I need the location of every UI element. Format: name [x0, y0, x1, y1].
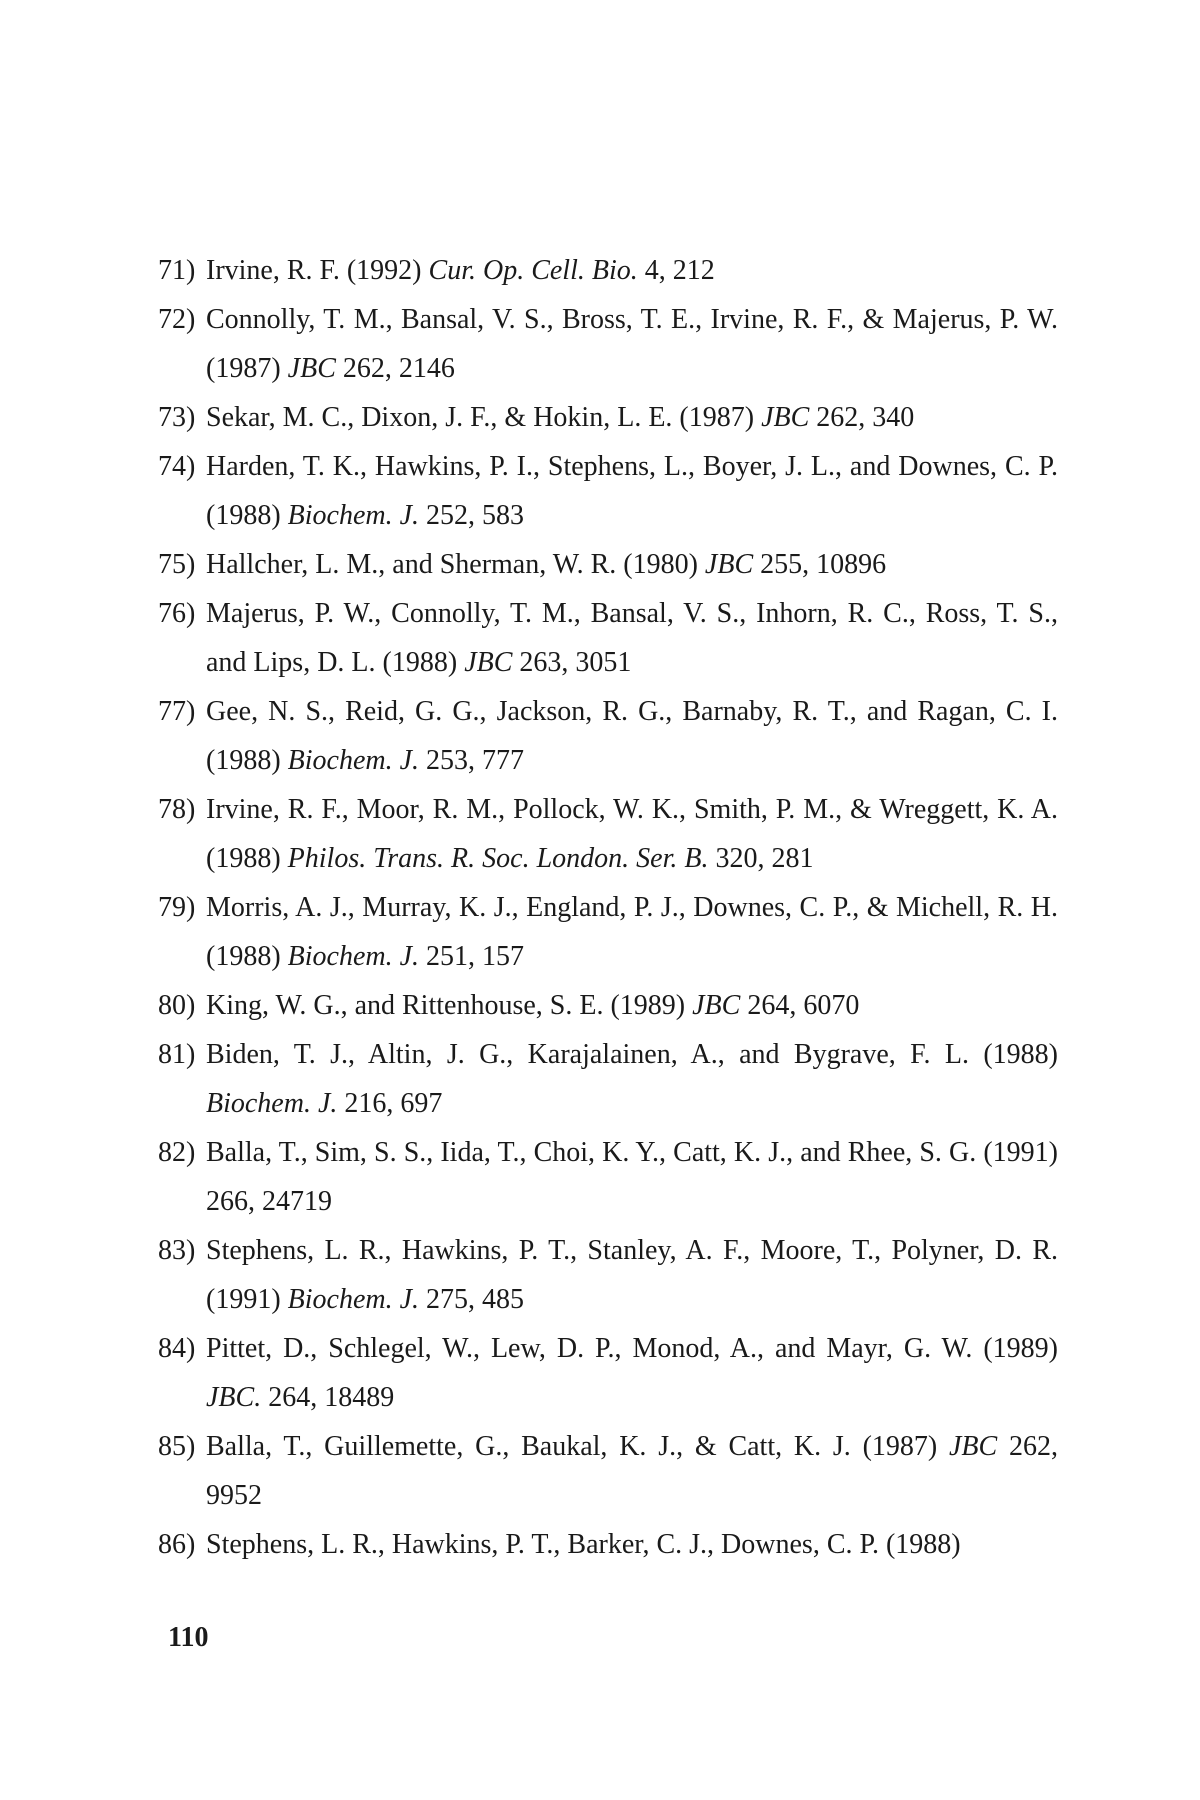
reference-number: 81): [158, 1039, 196, 1070]
reference-number: 72): [158, 304, 196, 335]
reference-authors: Gee, N. S., Reid, G. G., Jackson, R. G., Barnaby, R. T., and Ragan, C. I. (1988): [206, 696, 1058, 776]
reference-entry: [158, 1030, 1058, 1128]
reference-volume-pages: 252, 583: [419, 500, 525, 531]
reference-number: 74): [158, 451, 196, 482]
reference-entry: [158, 393, 1058, 442]
reference-authors: Harden, T. K., Hawkins, P. I., Stephens, L., Boyer, J. L., and Downes, C. P. (1988): [206, 451, 1058, 531]
reference-number: 75): [158, 549, 196, 580]
reference-journal: JBC: [464, 647, 513, 678]
reference-entry: [158, 687, 1058, 785]
reference-journal: Biochem. J.: [287, 745, 420, 776]
reference-entry: [158, 1324, 1058, 1422]
reference-entry: [158, 246, 1058, 295]
reference-volume-pages: 262, 2146: [335, 353, 455, 384]
reference-volume-pages: 275, 485: [419, 1284, 525, 1315]
reference-volume-pages: 255, 10896: [753, 549, 887, 580]
reference-number: 86): [158, 1529, 196, 1560]
reference-entry: [158, 1128, 1058, 1226]
reference-journal: Biochem. J.: [287, 941, 420, 972]
reference-number: 84): [158, 1333, 196, 1364]
reference-journal: JBC: [949, 1431, 998, 1462]
reference-authors: Biden, T. J., Altin, J. G., Karajalainen, A., and Bygrave, F. L. (1988): [206, 1039, 1058, 1070]
reference-journal: Cur. Op. Cell. Bio.: [428, 255, 638, 286]
reference-authors: Balla, T., Guillemette, G., Baukal, K. J., & Catt, K. J. (1987): [206, 1431, 949, 1462]
reference-entry: [158, 883, 1058, 981]
reference-entry: [158, 1226, 1058, 1324]
reference-number: 71): [158, 255, 196, 286]
reference-number: 76): [158, 598, 196, 629]
reference-number: 79): [158, 892, 196, 923]
reference-volume-pages: 320, 281: [708, 843, 814, 874]
reference-authors: Stephens, L. R., Hawkins, P. T., Stanley, A. F., Moore, T., Polyner, D. R. (1991): [206, 1235, 1058, 1315]
reference-authors: King, W. G., and Rittenhouse, S. E. (1989): [206, 990, 693, 1021]
reference-entry: [158, 785, 1058, 883]
reference-journal: JBC: [287, 353, 336, 384]
reference-volume-pages: 264, 18489: [261, 1382, 395, 1413]
reference-entry: [158, 1520, 1058, 1569]
reference-journal: JBC: [704, 549, 754, 580]
reference-journal: JBC.: [206, 1382, 262, 1413]
reference-entry: [158, 981, 1058, 1030]
reference-authors: Morris, A. J., Murray, K. J., England, P. J., Downes, C. P., & Michell, R. H. (1988): [206, 892, 1058, 972]
reference-volume-pages: 4, 212: [637, 255, 715, 286]
reference-entry: [158, 540, 1058, 589]
reference-volume-pages: 262, 340: [809, 402, 915, 433]
reference-volume-pages: 253, 777: [419, 745, 525, 776]
reference-journal: Biochem. J.: [287, 500, 420, 531]
reference-number: 73): [158, 402, 196, 433]
reference-authors: Connolly, T. M., Bansal, V. S., Bross, T. E., Irvine, R. F., & Majerus, P. W. (1987): [206, 304, 1058, 384]
reference-authors: Balla, T., Sim, S. S., Iida, T., Choi, K. Y., Catt, K. J., and Rhee, S. G. (1991) 266, 24719: [206, 1137, 1058, 1217]
reference-authors: Irvine, R. F., Moor, R. M., Pollock, W. K., Smith, P. M., & Wreggett, K. A. (1988): [206, 794, 1058, 874]
reference-authors: Pittet, D., Schlegel, W., Lew, D. P., Monod, A., and Mayr, G. W. (1989): [206, 1333, 1058, 1364]
reference-number: 78): [158, 794, 196, 825]
reference-number: 85): [158, 1431, 196, 1462]
reference-entry: [158, 295, 1058, 393]
reference-list: [158, 246, 1058, 1569]
reference-authors: Sekar, M. C., Dixon, J. F., & Hokin, L. E. (1987): [206, 402, 762, 433]
reference-volume-pages: 264, 6070: [740, 990, 860, 1021]
reference-number: 77): [158, 696, 196, 727]
reference-entry: [158, 1422, 1058, 1520]
reference-journal: Biochem. J.: [287, 1284, 420, 1315]
reference-authors: Hallcher, L. M., and Sherman, W. R. (1980): [206, 549, 705, 580]
reference-authors: Majerus, P. W., Connolly, T. M., Bansal, V. S., Inhorn, R. C., Ross, T. S., and Lips, D. L. (1988): [206, 598, 1058, 678]
reference-journal: Biochem. J.: [206, 1088, 338, 1119]
reference-number: 80): [158, 990, 196, 1021]
reference-journal: JBC: [692, 990, 741, 1021]
reference-volume-pages: 251, 157: [419, 941, 525, 972]
reference-journal: JBC: [761, 402, 810, 433]
reference-number: 83): [158, 1235, 196, 1266]
page-number: 110: [168, 1622, 209, 1653]
reference-volume-pages: 216, 697: [337, 1088, 443, 1119]
reference-entry: [158, 589, 1058, 687]
reference-authors: Irvine, R. F. (1992): [206, 255, 429, 286]
reference-volume-pages: 262, 9952: [206, 1431, 1058, 1511]
reference-volume-pages: 263, 3051: [512, 647, 632, 678]
reference-journal: Philos. Trans. R. Soc. London. Ser. B.: [287, 843, 709, 874]
reference-entry: [158, 442, 1058, 540]
reference-authors: Stephens, L. R., Hawkins, P. T., Barker, C. J., Downes, C. P. (1988): [206, 1529, 961, 1560]
reference-number: 82): [158, 1137, 196, 1168]
